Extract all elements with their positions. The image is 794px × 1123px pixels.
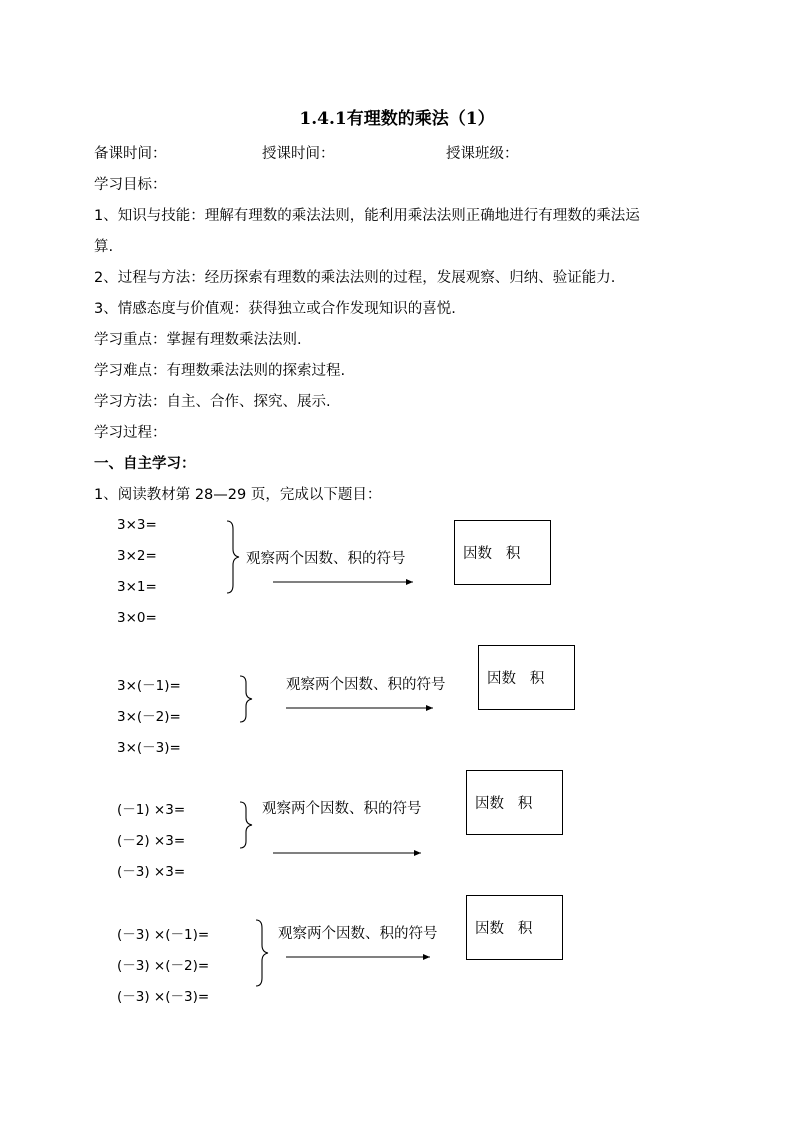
teach-time-label: 授课时间： (262, 146, 335, 162)
equation: (－3) ×(－1)= (117, 927, 210, 943)
teach-class-label: 授课班级： (446, 146, 519, 162)
objective-2: 2、过程与方法：经历探索有理数的乘法法则的过程，发展观察、归纳、验证能力. (94, 270, 616, 286)
equation: 3×2= (117, 548, 157, 564)
right-brace (240, 676, 252, 722)
sign-box: 因数 积 (466, 895, 563, 960)
equation: 3×3= (117, 517, 157, 533)
equation: (－2) ×3= (117, 833, 186, 849)
observe-text: 观察两个因数、积的符号 (262, 801, 422, 817)
equation: 3×0= (117, 610, 157, 626)
sign-box: 因数 积 (466, 770, 563, 835)
objective-3: 3、情感态度与价值观：获得独立或合作发现知识的喜悦. (94, 301, 456, 317)
sign-box: 因数 积 (478, 645, 575, 710)
objectives-heading: 学习目标： (94, 177, 167, 193)
equation: (－1) ×3= (117, 802, 186, 818)
right-brace (227, 521, 239, 593)
objective-1-line-1: 1、知识与技能：理解有理数的乘法法则，能利用乘法法则正确地进行有理数的乘法运 (94, 208, 640, 224)
key-point: 学习重点：掌握有理数乘法法则. (94, 332, 302, 348)
equation: 3×(－2)= (117, 709, 181, 725)
right-brace (240, 802, 252, 848)
page-title: 1.4.1有理数的乘法（1） (299, 109, 495, 129)
right-brace (256, 920, 268, 986)
objective-1-line-2: 算. (94, 239, 114, 255)
task-1: 1、阅读教材第 28—29 页，完成以下题目： (94, 487, 382, 503)
equation: 3×(－1)= (117, 678, 181, 694)
equation: (－3) ×(－2)= (117, 958, 210, 974)
observe-text: 观察两个因数、积的符号 (278, 926, 438, 942)
learning-process: 学习过程： (94, 425, 167, 441)
sign-box: 因数 积 (454, 520, 551, 585)
prep-time-label: 备课时间： (94, 146, 167, 162)
equation: (－3) ×(－3)= (117, 989, 210, 1005)
observe-text: 观察两个因数、积的符号 (286, 677, 446, 693)
equation: 3×(－3)= (117, 740, 181, 756)
observe-text: 观察两个因数、积的符号 (246, 551, 406, 567)
learning-method: 学习方法：自主、合作、探究、展示. (94, 394, 331, 410)
difficulty: 学习难点：有理数乘法法则的探索过程. (94, 363, 346, 379)
equation: (－3) ×3= (117, 864, 186, 880)
equation: 3×1= (117, 579, 157, 595)
section-self-study: 一、自主学习： (94, 456, 196, 472)
